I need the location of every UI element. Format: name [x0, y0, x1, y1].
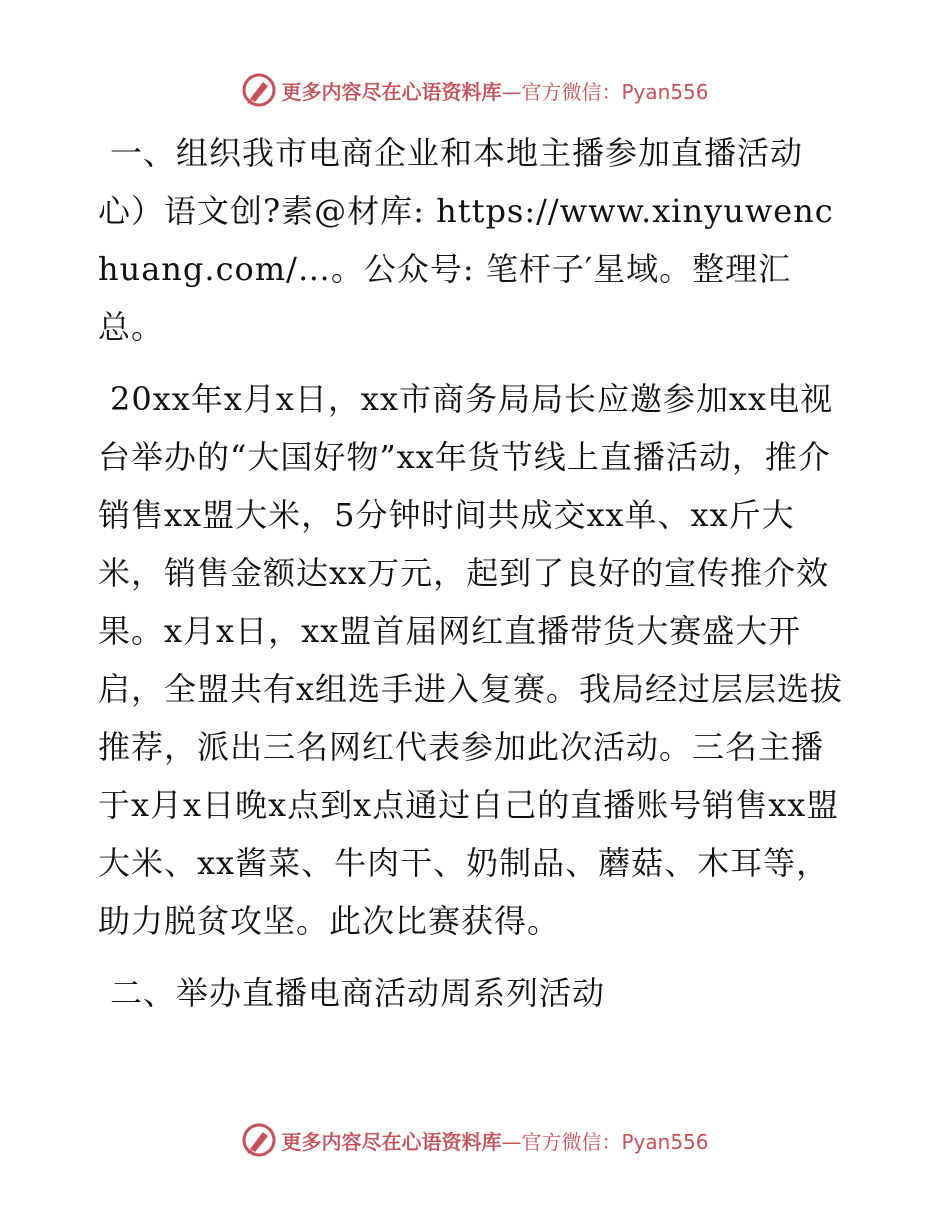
pen-logo-icon — [241, 1122, 277, 1158]
source-note-paragraph: 心）语文创?素@材库: https://www.xinyuwenchuang.com/…。公众号: 笔杆子′星域。整理汇总。 — [98, 192, 834, 346]
header-watermark-banner — [0, 70, 950, 110]
watermark-text: 更多内容尽在心语资料库—官方微信：Pyan556 — [281, 1129, 709, 1154]
body-paragraph: 20xx年x月x日，xx市商务局局长应邀参加xx电视台举办的“大国好物”xx年货节线上直播活动，推介销售xx盟大米，5分钟时间共成交xx单、xx斤大米，销售金额达xx万元，起到了良好的宣传推介效果。x月x日，xx盟首届网红直播带货大赛盛大开启，全盟共有x组选手进入复赛。我局经过层层选拔推荐，派出三名网红代表参加此次活动。三名主播于x月x日晚x点到x点通过自己的直播账号销售xx盟大米、xx酱菜、牛肉干、奶制品、蘑菇、木耳等，助力脱贫攻坚。此次比赛获得。 — [98, 380, 844, 940]
watermark-text: 更多内容尽在心语资料库—官方微信：Pyan556 — [281, 79, 709, 104]
footer-watermark-banner — [0, 1120, 950, 1160]
section-heading-1: 一、组织我市电商企业和本地主播参加直播活动 — [110, 134, 804, 172]
document-body — [98, 124, 850, 1022]
pen-logo-icon — [241, 72, 277, 108]
section-heading-2: 二、举办直播电商活动周系列活动 — [110, 974, 606, 1012]
